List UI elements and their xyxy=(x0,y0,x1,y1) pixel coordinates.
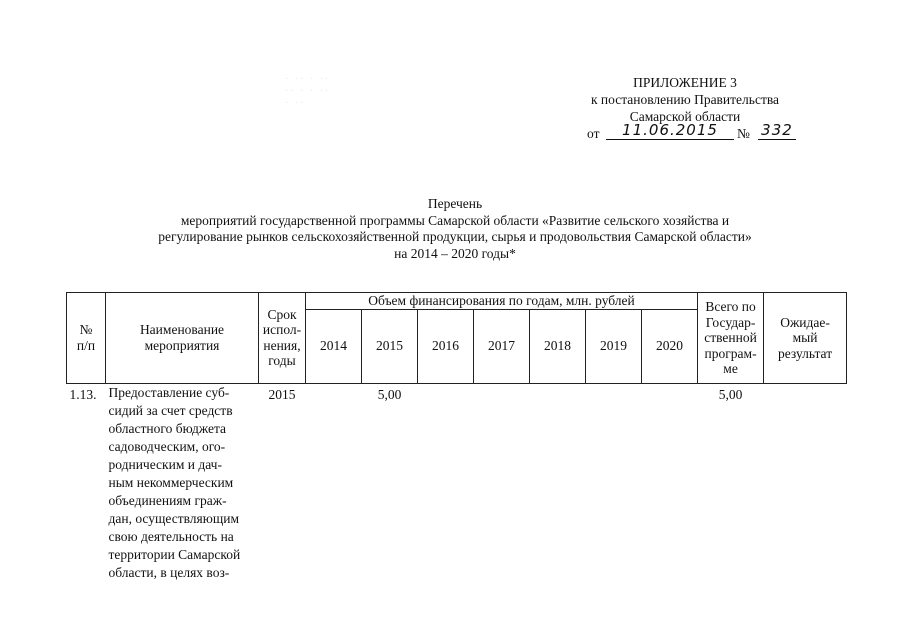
measures-table xyxy=(66,292,847,582)
header-term: Срок испол- нения, годы xyxy=(259,293,306,384)
row-value-2017 xyxy=(474,383,530,582)
header-result: Ожидае- мый результат xyxy=(764,293,847,384)
faint-bleed-through: · ·· · ·· ·· · · ·· · ·· xyxy=(285,74,331,109)
header-year-2019: 2019 xyxy=(586,309,642,383)
row-name: Предоставление суб- сидий за счет средств областного бюджета садоводческим, ого- родническим и дач- ным некоммерческим объединениям граж- дан, осуществляющим свою деятельность на территории Самарской области, в целях воз- xyxy=(106,383,259,582)
title-line-3: регулирование рынков сельскохозяйственной продукции, сырья и продовольствия Самарской области» xyxy=(158,229,752,244)
header-year-2020: 2020 xyxy=(642,309,698,383)
header-year-2017: 2017 xyxy=(474,309,530,383)
row-value-2020 xyxy=(642,383,698,582)
row-value-2018 xyxy=(530,383,586,582)
row-term: 2015 xyxy=(259,383,306,582)
header-year-2016: 2016 xyxy=(418,309,474,383)
table-row xyxy=(67,383,847,582)
title-line-4: на 2014 – 2020 годы* xyxy=(394,245,516,261)
handwritten-date: 11.06.2015 xyxy=(606,122,734,140)
appendix-date-number-line xyxy=(560,121,810,143)
row-value-2019 xyxy=(586,383,642,582)
handwritten-number: 332 xyxy=(758,122,796,140)
appendix-line-2: Самарской области xyxy=(629,109,741,124)
appendix-line-1: к постановлению Правительства xyxy=(590,92,780,107)
document-title xyxy=(60,196,850,262)
title-line-1: Перечень xyxy=(427,196,483,211)
header-name: Наименование мероприятия xyxy=(106,293,259,384)
row-value-2015: 5,00 xyxy=(362,383,418,582)
row-num: 1.13. xyxy=(67,383,106,582)
header-total: Всего по Государ- ственной програм- ме xyxy=(698,293,764,384)
header-num: № п/п xyxy=(67,293,106,384)
appendix-heading: ПРИЛОЖЕНИЕ 3 xyxy=(633,75,737,90)
header-financing: Объем финансирования по годам, млн. рублей xyxy=(306,293,698,310)
header-year-2015: 2015 xyxy=(362,309,418,383)
title-line-2: мероприятий государственной программы Самарской области «Развитие сельского хозяйства и xyxy=(180,212,730,228)
row-value-2016 xyxy=(418,383,474,582)
appendix-block xyxy=(560,74,810,143)
from-label: от xyxy=(587,126,600,141)
row-value-2014 xyxy=(306,383,362,582)
header-year-2018: 2018 xyxy=(530,309,586,383)
row-total: 5,00 xyxy=(698,383,764,582)
header-year-2014: 2014 xyxy=(306,309,362,383)
number-label: № xyxy=(737,126,750,141)
row-result xyxy=(764,383,847,582)
